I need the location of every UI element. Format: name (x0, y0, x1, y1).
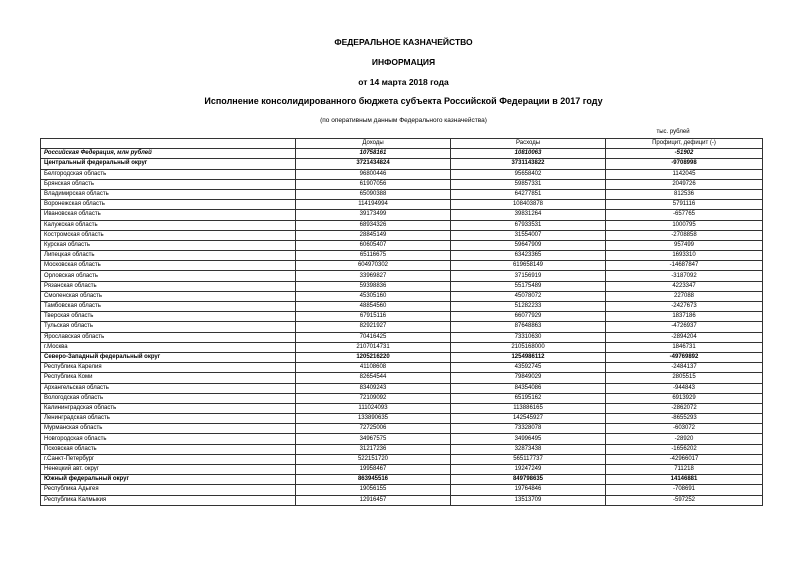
row-expense: 79849029 (451, 373, 606, 383)
table-row (41, 189, 763, 199)
row-balance: -4726937 (606, 322, 763, 332)
row-balance: -603072 (606, 424, 763, 434)
row-expense: 13513709 (451, 495, 606, 505)
row-name: г.Москва (41, 342, 296, 352)
row-income: 133890635 (296, 414, 451, 424)
unit-label: тыс. рублей (656, 129, 690, 135)
table-row (41, 149, 763, 159)
table-row (41, 332, 763, 342)
doc-subject: Исполнение консолидированного бюджета субъекта Российской Федерации в 2017 году (204, 96, 603, 106)
row-income: 61907056 (296, 179, 451, 189)
table-row (41, 312, 763, 322)
row-name: Ненецкий авт. округ (41, 465, 296, 475)
table-row (41, 159, 763, 169)
table-row (41, 271, 763, 281)
row-expense: 73328078 (451, 424, 606, 434)
row-expense: 565117737 (451, 454, 606, 464)
row-name: Ленинградская область (41, 414, 296, 424)
row-income: 48854560 (296, 302, 451, 312)
row-income: 111024093 (296, 403, 451, 413)
table-row (41, 393, 763, 403)
row-balance: 1000795 (606, 220, 763, 230)
row-income: 65090388 (296, 189, 451, 199)
row-expense: 73310630 (451, 332, 606, 342)
row-balance: 1837186 (606, 312, 763, 322)
row-expense: 849798635 (451, 475, 606, 485)
table-row (41, 424, 763, 434)
table-row (41, 454, 763, 464)
row-name: Республика Калмыкия (41, 495, 296, 505)
table-row (41, 220, 763, 230)
table-row (41, 179, 763, 189)
table-row (41, 251, 763, 261)
row-income: 1205216220 (296, 352, 451, 362)
row-income: 83409243 (296, 383, 451, 393)
col-header-name (41, 139, 296, 149)
col-header-income: Доходы (296, 139, 451, 149)
row-balance: 5791116 (606, 200, 763, 210)
row-name: г.Санкт-Петербург (41, 454, 296, 464)
row-income: 31217236 (296, 444, 451, 454)
row-expense: 34996495 (451, 434, 606, 444)
row-expense: 95658402 (451, 169, 606, 179)
row-name: Российская Федерация, млн рублей (41, 149, 296, 159)
row-income: 82921927 (296, 322, 451, 332)
row-balance: 812536 (606, 189, 763, 199)
table-row (41, 281, 763, 291)
row-name: Рязанская область (41, 281, 296, 291)
row-expense: 108403878 (451, 200, 606, 210)
row-income: 522151720 (296, 454, 451, 464)
row-name: Центральный федеральный округ (41, 159, 296, 169)
row-income: 604970302 (296, 261, 451, 271)
row-balance: 14146881 (606, 475, 763, 485)
row-income: 82654544 (296, 373, 451, 383)
row-expense: 10810063 (451, 149, 606, 159)
row-balance: -28920 (606, 434, 763, 444)
row-name: Южный федеральный округ (41, 475, 296, 485)
row-income: 39173499 (296, 210, 451, 220)
row-balance: -42966017 (606, 454, 763, 464)
row-balance: -2427673 (606, 302, 763, 312)
row-balance: 1142045 (606, 169, 763, 179)
table-row (41, 434, 763, 444)
col-header-balance: Профицит, дефицит (-) (606, 139, 763, 149)
budget-table (40, 138, 763, 506)
table-row (41, 200, 763, 210)
row-expense: 65195162 (451, 393, 606, 403)
row-income: 60605407 (296, 240, 451, 250)
row-balance: 1693310 (606, 251, 763, 261)
row-name: Ивановская область (41, 210, 296, 220)
table-header-row (41, 139, 763, 149)
row-balance: -2484137 (606, 363, 763, 373)
row-balance: -3187092 (606, 271, 763, 281)
row-income: 96800446 (296, 169, 451, 179)
row-expense: 113886165 (451, 403, 606, 413)
row-name: Северо-Западный федеральный округ (41, 352, 296, 362)
row-balance: 957499 (606, 240, 763, 250)
row-expense: 64277851 (451, 189, 606, 199)
row-income: 33969827 (296, 271, 451, 281)
row-name: Республика Адыгея (41, 485, 296, 495)
row-income: 34967575 (296, 434, 451, 444)
row-income: 41108608 (296, 363, 451, 373)
row-balance: -2862072 (606, 403, 763, 413)
row-name: Псковская область (41, 444, 296, 454)
row-expense: 43592745 (451, 363, 606, 373)
row-balance: 2049726 (606, 179, 763, 189)
col-header-expense: Расходы (451, 139, 606, 149)
row-income: 12916457 (296, 495, 451, 505)
row-expense: 55175489 (451, 281, 606, 291)
row-name: Архангельская область (41, 383, 296, 393)
org-name: ФЕДЕРАЛЬНОЕ КАЗНАЧЕЙСТВО (334, 37, 473, 47)
table-row (41, 414, 763, 424)
doc-date: от 14 марта 2018 года (358, 77, 449, 87)
row-balance: 711218 (606, 465, 763, 475)
table-row (41, 261, 763, 271)
row-expense: 32873438 (451, 444, 606, 454)
row-income: 863945516 (296, 475, 451, 485)
row-balance: -8655293 (606, 414, 763, 424)
table-row (41, 291, 763, 301)
row-income: 19056155 (296, 485, 451, 495)
row-expense: 59857331 (451, 179, 606, 189)
table-row (41, 352, 763, 362)
table-row (41, 342, 763, 352)
row-name: Костромская область (41, 230, 296, 240)
row-income: 67915116 (296, 312, 451, 322)
row-expense: 619658149 (451, 261, 606, 271)
table-row (41, 465, 763, 475)
row-name: Калужская область (41, 220, 296, 230)
row-balance: 1846731 (606, 342, 763, 352)
table-row (41, 485, 763, 495)
row-name: Калининградская область (41, 403, 296, 413)
row-expense: 19764846 (451, 485, 606, 495)
row-expense: 63423365 (451, 251, 606, 261)
row-name: Липецкая область (41, 251, 296, 261)
row-balance: -51902 (606, 149, 763, 159)
row-balance: 2805515 (606, 373, 763, 383)
row-expense: 142545927 (451, 414, 606, 424)
row-expense: 1254986112 (451, 352, 606, 362)
row-name: Вологодская область (41, 393, 296, 403)
doc-title: ИНФОРМАЦИЯ (371, 57, 436, 67)
row-balance: -2894204 (606, 332, 763, 342)
row-balance: -2708858 (606, 230, 763, 240)
table-row (41, 302, 763, 312)
table-row (41, 444, 763, 454)
table-row (41, 363, 763, 373)
row-name: Тамбовская область (41, 302, 296, 312)
row-name: Московская область (41, 261, 296, 271)
row-expense: 39831264 (451, 210, 606, 220)
row-name: Брянская область (41, 179, 296, 189)
row-name: Курская область (41, 240, 296, 250)
row-expense: 84354086 (451, 383, 606, 393)
table-row (41, 383, 763, 393)
row-expense: 59647909 (451, 240, 606, 250)
row-expense: 2105168000 (451, 342, 606, 352)
row-name: Воронежская область (41, 200, 296, 210)
table-row (41, 169, 763, 179)
row-expense: 66077929 (451, 312, 606, 322)
row-income: 68934326 (296, 220, 451, 230)
row-balance: 6913929 (606, 393, 763, 403)
row-name: Республика Карелия (41, 363, 296, 373)
row-name: Ярославская область (41, 332, 296, 342)
row-name: Белгородская область (41, 169, 296, 179)
row-income: 45305160 (296, 291, 451, 301)
row-income: 114194994 (296, 200, 451, 210)
row-name: Смоленская область (41, 291, 296, 301)
row-balance: -944843 (606, 383, 763, 393)
row-expense: 3731143822 (451, 159, 606, 169)
row-name: Тульская область (41, 322, 296, 332)
row-income: 72725006 (296, 424, 451, 434)
row-name: Новгородская область (41, 434, 296, 444)
row-income: 3721434824 (296, 159, 451, 169)
row-expense: 45078072 (451, 291, 606, 301)
row-balance: -597252 (606, 495, 763, 505)
row-balance: -657765 (606, 210, 763, 220)
table-body (41, 149, 763, 506)
table-row (41, 403, 763, 413)
table-row (41, 240, 763, 250)
row-income: 10758161 (296, 149, 451, 159)
table-row (41, 373, 763, 383)
row-expense: 19247249 (451, 465, 606, 475)
table-row (41, 230, 763, 240)
row-balance: -49769892 (606, 352, 763, 362)
table-row (41, 322, 763, 332)
row-income: 59398836 (296, 281, 451, 291)
table-row (41, 210, 763, 220)
row-income: 65116675 (296, 251, 451, 261)
row-balance: 4223347 (606, 281, 763, 291)
row-income: 2107014731 (296, 342, 451, 352)
row-name: Орловская область (41, 271, 296, 281)
row-expense: 51282233 (451, 302, 606, 312)
row-income: 28845149 (296, 230, 451, 240)
row-balance: -14687847 (606, 261, 763, 271)
row-name: Владимирская область (41, 189, 296, 199)
row-income: 19958467 (296, 465, 451, 475)
row-income: 70416425 (296, 332, 451, 342)
doc-note: (по оперативным данным Федерального казначейства) (320, 117, 487, 124)
row-expense: 87648863 (451, 322, 606, 332)
row-expense: 37156919 (451, 271, 606, 281)
row-balance: -1656202 (606, 444, 763, 454)
table-row (41, 495, 763, 505)
row-expense: 67933531 (451, 220, 606, 230)
row-name: Мурманская область (41, 424, 296, 434)
row-balance: 227088 (606, 291, 763, 301)
row-balance: -708691 (606, 485, 763, 495)
row-balance: -9708998 (606, 159, 763, 169)
row-name: Тверская область (41, 312, 296, 322)
row-expense: 31554007 (451, 230, 606, 240)
table-row (41, 475, 763, 485)
row-income: 72109092 (296, 393, 451, 403)
row-name: Республика Коми (41, 373, 296, 383)
